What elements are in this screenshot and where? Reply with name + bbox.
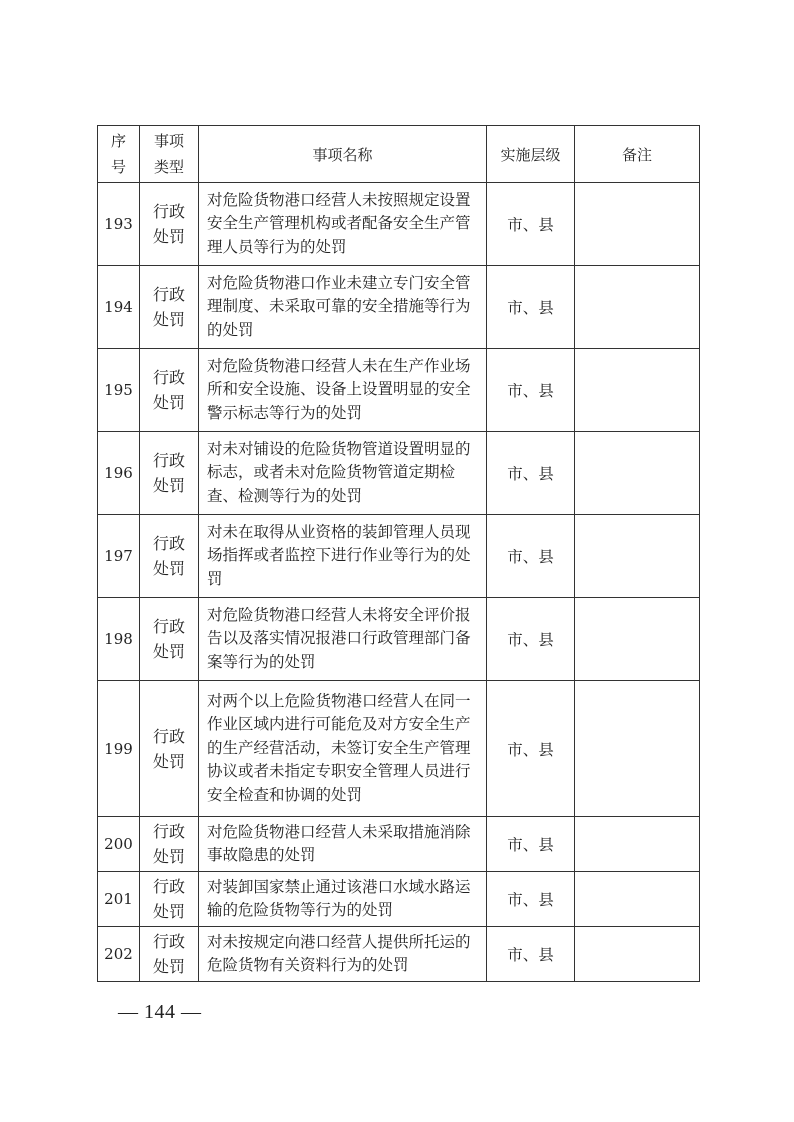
header-name: 事项名称 xyxy=(199,126,487,183)
row-note xyxy=(575,349,700,432)
row-type-line2: 处罚 xyxy=(152,847,185,866)
row-type-line2: 处罚 xyxy=(152,393,185,412)
header-row xyxy=(98,126,700,183)
row-type-line1: 行政 xyxy=(152,451,185,470)
row-type-line1: 行政 xyxy=(152,368,185,387)
row-type-line2: 处罚 xyxy=(152,476,185,495)
row-number: 198 xyxy=(98,598,140,681)
row-name: 对装卸国家禁止通过该港口水域水路运输的危险货物等行为的处罚 xyxy=(199,872,487,927)
row-type-line1: 行政 xyxy=(152,285,185,304)
row-type-line1: 行政 xyxy=(152,617,185,636)
row-note xyxy=(575,872,700,927)
row-level: 市、县 xyxy=(487,598,575,681)
row-number: 200 xyxy=(98,817,140,872)
row-type xyxy=(140,515,199,598)
row-name: 对危险货物港口经营人未在生产作业场所和安全设施、设备上设置明显的安全警示标志等行为的处罚 xyxy=(199,349,487,432)
row-name: 对危险货物港口经营人未采取措施消除事故隐患的处罚 xyxy=(199,817,487,872)
row-number: 202 xyxy=(98,927,140,982)
header-num-line2: 号 xyxy=(110,158,126,176)
row-note xyxy=(575,927,700,982)
row-note xyxy=(575,681,700,817)
row-number: 193 xyxy=(98,183,140,266)
row-type-line1: 行政 xyxy=(152,932,185,951)
table-row xyxy=(98,432,700,515)
header-type-line2: 类型 xyxy=(153,158,184,176)
header-type-line1: 事项 xyxy=(153,132,184,150)
row-type xyxy=(140,817,199,872)
table-row xyxy=(98,927,700,982)
row-level: 市、县 xyxy=(487,349,575,432)
row-type xyxy=(140,927,199,982)
row-level: 市、县 xyxy=(487,183,575,266)
row-name: 对两个以上危险货物港口经营人在同一作业区域内进行可能危及对方安全生产的生产经营活动，未签订安全生产管理协议或者未指定专职安全管理人员进行安全检查和协调的处罚 xyxy=(199,681,487,817)
row-type-line1: 行政 xyxy=(152,726,185,746)
row-type-line2: 处罚 xyxy=(152,957,185,976)
row-type-line2: 处罚 xyxy=(152,751,185,771)
row-type xyxy=(140,183,199,266)
table-row xyxy=(98,681,700,817)
row-level: 市、县 xyxy=(487,872,575,927)
row-number: 194 xyxy=(98,266,140,349)
row-note xyxy=(575,598,700,681)
row-type-line2: 处罚 xyxy=(152,310,185,329)
row-type-line1: 行政 xyxy=(152,822,185,841)
row-name: 对未按规定向港口经营人提供所托运的危险货物有关资料行为的处罚 xyxy=(199,927,487,982)
row-note xyxy=(575,515,700,598)
table-row xyxy=(98,266,700,349)
table-row xyxy=(98,817,700,872)
row-type-line1: 行政 xyxy=(152,877,185,896)
row-name: 对未在取得从业资格的装卸管理人员现场指挥或者监控下进行作业等行为的处罚 xyxy=(199,515,487,598)
row-type xyxy=(140,266,199,349)
row-note xyxy=(575,266,700,349)
row-name: 对危险货物港口经营人未将安全评价报告以及落实情况报港口行政管理部门备案等行为的处罚 xyxy=(199,598,487,681)
row-note xyxy=(575,817,700,872)
row-type-line1: 行政 xyxy=(152,534,185,553)
row-number: 196 xyxy=(98,432,140,515)
row-number: 201 xyxy=(98,872,140,927)
row-type-line1: 行政 xyxy=(152,202,185,221)
row-type xyxy=(140,872,199,927)
row-note xyxy=(575,183,700,266)
row-number: 199 xyxy=(98,681,140,817)
row-level: 市、县 xyxy=(487,515,575,598)
table-row xyxy=(98,515,700,598)
row-type xyxy=(140,349,199,432)
row-name: 对危险货物港口作业未建立专门安全管理制度、未采取可靠的安全措施等行为的处罚 xyxy=(199,266,487,349)
table-row xyxy=(98,872,700,927)
row-name: 对危险货物港口经营人未按照规定设置安全生产管理机构或者配备安全生产管理人员等行为的处罚 xyxy=(199,183,487,266)
row-type xyxy=(140,681,199,817)
row-number: 195 xyxy=(98,349,140,432)
header-level: 实施层级 xyxy=(487,126,575,183)
row-level: 市、县 xyxy=(487,817,575,872)
table-row xyxy=(98,349,700,432)
items-table xyxy=(97,125,700,982)
row-level: 市、县 xyxy=(487,927,575,982)
header-note: 备注 xyxy=(575,126,700,183)
row-type-line2: 处罚 xyxy=(152,559,185,578)
row-number: 197 xyxy=(98,515,140,598)
row-level: 市、县 xyxy=(487,266,575,349)
row-type-line2: 处罚 xyxy=(152,902,185,921)
header-num-line1: 序 xyxy=(110,132,126,150)
header-num xyxy=(98,126,140,183)
row-note xyxy=(575,432,700,515)
row-level: 市、县 xyxy=(487,432,575,515)
row-type-line2: 处罚 xyxy=(152,642,185,661)
row-type xyxy=(140,432,199,515)
table-row xyxy=(98,598,700,681)
row-type xyxy=(140,598,199,681)
page-number: — 144 — xyxy=(118,1001,202,1023)
table-row xyxy=(98,183,700,266)
row-level: 市、县 xyxy=(487,681,575,817)
row-name: 对未对铺设的危险货物管道设置明显的标志，或者未对危险货物管道定期检查、检测等行为的处罚 xyxy=(199,432,487,515)
row-type-line2: 处罚 xyxy=(152,227,185,246)
header-type xyxy=(140,126,199,183)
